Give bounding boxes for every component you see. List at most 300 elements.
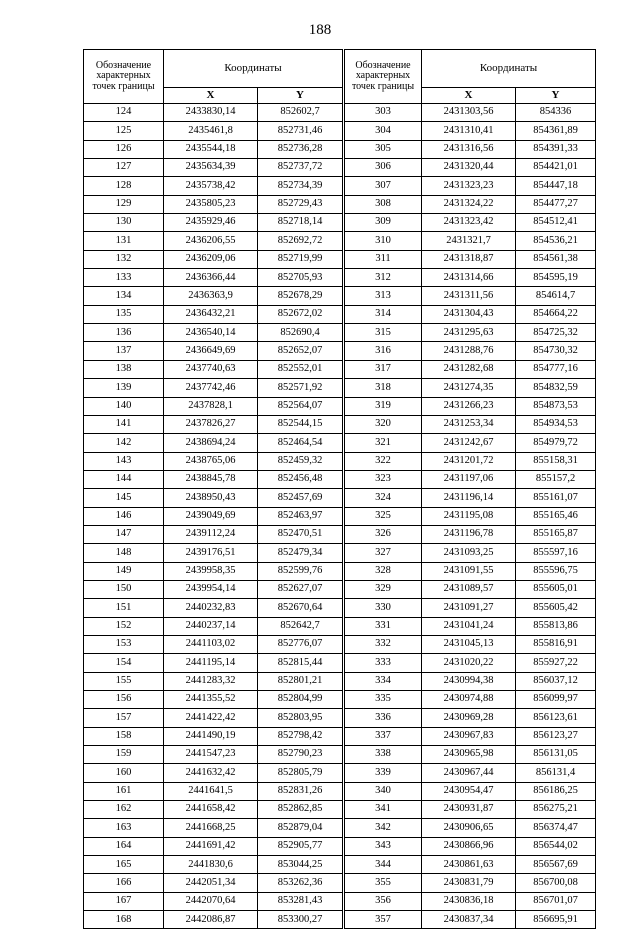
y-coordinate-right: 856374,47 xyxy=(516,819,596,837)
x-coordinate-left: 2441658,42 xyxy=(164,801,258,819)
x-coordinate-right: 2431295,63 xyxy=(422,324,516,342)
x-coordinate-right: 2431288,76 xyxy=(422,342,516,360)
table-row xyxy=(84,287,596,305)
x-coordinate-right: 2431089,57 xyxy=(422,580,516,598)
x-coordinate-right: 2430931,87 xyxy=(422,801,516,819)
y-coordinate-right: 854336 xyxy=(516,104,596,122)
y-coordinate-left: 852690,4 xyxy=(258,324,344,342)
point-number-right: 326 xyxy=(344,525,422,543)
point-number-right: 334 xyxy=(344,672,422,690)
point-number-right: 330 xyxy=(344,599,422,617)
x-coordinate-right: 2431303,56 xyxy=(422,104,516,122)
point-number-right: 335 xyxy=(344,691,422,709)
x-coordinate-right: 2431197,06 xyxy=(422,470,516,488)
x-coordinate-right: 2430965,98 xyxy=(422,746,516,764)
y-coordinate-left: 853262,36 xyxy=(258,874,344,892)
table-row xyxy=(84,782,596,800)
y-coordinate-right: 855596,75 xyxy=(516,562,596,580)
x-coordinate-left: 2436206,55 xyxy=(164,232,258,250)
point-number-left: 126 xyxy=(84,140,164,158)
y-coordinate-left: 853281,43 xyxy=(258,892,344,910)
y-coordinate-right: 854979,72 xyxy=(516,434,596,452)
x-coordinate-left: 2436366,44 xyxy=(164,269,258,287)
y-coordinate-left: 852678,29 xyxy=(258,287,344,305)
point-number-right: 324 xyxy=(344,489,422,507)
point-number-left: 132 xyxy=(84,250,164,268)
x-coordinate-right: 2430861,63 xyxy=(422,856,516,874)
point-number-right: 319 xyxy=(344,397,422,415)
y-coordinate-left: 852803,95 xyxy=(258,709,344,727)
coordinates-table xyxy=(83,49,596,929)
table-row xyxy=(84,617,596,635)
table-row xyxy=(84,177,596,195)
y-coordinate-right: 854447,18 xyxy=(516,177,596,195)
x-coordinate-right: 2431195,08 xyxy=(422,507,516,525)
point-number-left: 135 xyxy=(84,305,164,323)
x-coordinate-left: 2439049,69 xyxy=(164,507,258,525)
point-number-right: 317 xyxy=(344,360,422,378)
x-coordinate-left: 2440232,83 xyxy=(164,599,258,617)
point-number-left: 130 xyxy=(84,214,164,232)
y-coordinate-right: 855165,87 xyxy=(516,525,596,543)
y-coordinate-left: 852737,72 xyxy=(258,159,344,177)
point-number-right: 340 xyxy=(344,782,422,800)
x-coordinate-left: 2442051,34 xyxy=(164,874,258,892)
point-number-left: 137 xyxy=(84,342,164,360)
header-point-label-right: Обозначение характерных точек границы xyxy=(344,50,422,104)
y-coordinate-left: 852456,48 xyxy=(258,470,344,488)
table-row xyxy=(84,727,596,745)
table-row xyxy=(84,122,596,140)
table-row xyxy=(84,635,596,653)
point-number-right: 344 xyxy=(344,856,422,874)
header-x-right: X xyxy=(422,88,516,104)
point-number-left: 143 xyxy=(84,452,164,470)
y-coordinate-right: 855816,91 xyxy=(516,635,596,653)
y-coordinate-right: 854873,53 xyxy=(516,397,596,415)
x-coordinate-right: 2431201,72 xyxy=(422,452,516,470)
table-body xyxy=(84,104,596,929)
x-coordinate-right: 2431274,35 xyxy=(422,379,516,397)
x-coordinate-right: 2431020,22 xyxy=(422,654,516,672)
table-row xyxy=(84,507,596,525)
x-coordinate-left: 2435634,39 xyxy=(164,159,258,177)
table-row xyxy=(84,434,596,452)
y-coordinate-left: 852464,54 xyxy=(258,434,344,452)
point-number-left: 162 xyxy=(84,801,164,819)
table-row xyxy=(84,746,596,764)
y-coordinate-right: 854832,59 xyxy=(516,379,596,397)
y-coordinate-right: 856037,12 xyxy=(516,672,596,690)
y-coordinate-right: 854421,01 xyxy=(516,159,596,177)
point-number-left: 167 xyxy=(84,892,164,910)
table-row xyxy=(84,250,596,268)
x-coordinate-right: 2431266,23 xyxy=(422,397,516,415)
x-coordinate-right: 2431091,27 xyxy=(422,599,516,617)
table-row xyxy=(84,691,596,709)
y-coordinate-right: 854777,16 xyxy=(516,360,596,378)
point-number-left: 131 xyxy=(84,232,164,250)
x-coordinate-right: 2431091,55 xyxy=(422,562,516,580)
y-coordinate-left: 852552,01 xyxy=(258,360,344,378)
header-coordinates-right: Координаты xyxy=(422,50,596,88)
y-coordinate-left: 852862,85 xyxy=(258,801,344,819)
y-coordinate-left: 852564,07 xyxy=(258,397,344,415)
y-coordinate-right: 855161,07 xyxy=(516,489,596,507)
table-row xyxy=(84,599,596,617)
point-number-right: 339 xyxy=(344,764,422,782)
x-coordinate-right: 2430967,83 xyxy=(422,727,516,745)
x-coordinate-left: 2439112,24 xyxy=(164,525,258,543)
point-number-left: 148 xyxy=(84,544,164,562)
point-number-left: 165 xyxy=(84,856,164,874)
x-coordinate-right: 2431253,34 xyxy=(422,415,516,433)
point-number-left: 134 xyxy=(84,287,164,305)
y-coordinate-right: 856131,4 xyxy=(516,764,596,782)
y-coordinate-right: 856544,02 xyxy=(516,837,596,855)
y-coordinate-right: 854664,22 xyxy=(516,305,596,323)
point-number-right: 343 xyxy=(344,837,422,855)
x-coordinate-left: 2437828,1 xyxy=(164,397,258,415)
table-row xyxy=(84,562,596,580)
y-coordinate-right: 854614,7 xyxy=(516,287,596,305)
x-coordinate-left: 2441830,6 xyxy=(164,856,258,874)
x-coordinate-right: 2431321,7 xyxy=(422,232,516,250)
point-number-right: 328 xyxy=(344,562,422,580)
point-number-left: 151 xyxy=(84,599,164,617)
y-coordinate-right: 856701,07 xyxy=(516,892,596,910)
x-coordinate-left: 2436432,21 xyxy=(164,305,258,323)
table-row xyxy=(84,874,596,892)
table-row xyxy=(84,672,596,690)
y-coordinate-right: 856186,25 xyxy=(516,782,596,800)
point-number-right: 310 xyxy=(344,232,422,250)
x-coordinate-left: 2438950,43 xyxy=(164,489,258,507)
point-number-right: 313 xyxy=(344,287,422,305)
point-number-left: 155 xyxy=(84,672,164,690)
y-coordinate-left: 852734,39 xyxy=(258,177,344,195)
point-number-right: 320 xyxy=(344,415,422,433)
y-coordinate-left: 852571,92 xyxy=(258,379,344,397)
point-number-left: 129 xyxy=(84,195,164,213)
table-row xyxy=(84,819,596,837)
point-number-left: 154 xyxy=(84,654,164,672)
x-coordinate-left: 2441641,5 xyxy=(164,782,258,800)
point-number-left: 160 xyxy=(84,764,164,782)
x-coordinate-left: 2436363,9 xyxy=(164,287,258,305)
y-coordinate-left: 852804,99 xyxy=(258,691,344,709)
x-coordinate-right: 2431282,68 xyxy=(422,360,516,378)
x-coordinate-right: 2431093,25 xyxy=(422,544,516,562)
point-number-right: 338 xyxy=(344,746,422,764)
page-number: 188 xyxy=(308,22,332,38)
point-number-right: 329 xyxy=(344,580,422,598)
y-coordinate-left: 852879,04 xyxy=(258,819,344,837)
y-coordinate-right: 854595,19 xyxy=(516,269,596,287)
x-coordinate-left: 2441103,02 xyxy=(164,635,258,653)
point-number-right: 316 xyxy=(344,342,422,360)
point-number-right: 314 xyxy=(344,305,422,323)
table-row xyxy=(84,911,596,929)
y-coordinate-left: 852776,07 xyxy=(258,635,344,653)
table-row xyxy=(84,470,596,488)
y-coordinate-left: 852790,23 xyxy=(258,746,344,764)
point-number-right: 315 xyxy=(344,324,422,342)
y-coordinate-right: 855605,42 xyxy=(516,599,596,617)
x-coordinate-left: 2435461,8 xyxy=(164,122,258,140)
y-coordinate-right: 856123,61 xyxy=(516,709,596,727)
y-coordinate-right: 855605,01 xyxy=(516,580,596,598)
point-number-right: 332 xyxy=(344,635,422,653)
x-coordinate-left: 2441490,19 xyxy=(164,727,258,745)
point-number-left: 147 xyxy=(84,525,164,543)
x-coordinate-right: 2430974,88 xyxy=(422,691,516,709)
point-number-left: 136 xyxy=(84,324,164,342)
y-coordinate-left: 852801,21 xyxy=(258,672,344,690)
y-coordinate-right: 856275,21 xyxy=(516,801,596,819)
x-coordinate-left: 2441283,32 xyxy=(164,672,258,690)
table-row xyxy=(84,305,596,323)
x-coordinate-right: 2431196,78 xyxy=(422,525,516,543)
point-number-right: 323 xyxy=(344,470,422,488)
x-coordinate-left: 2438845,78 xyxy=(164,470,258,488)
x-coordinate-right: 2431314,66 xyxy=(422,269,516,287)
y-coordinate-right: 854934,53 xyxy=(516,415,596,433)
y-coordinate-left: 852731,46 xyxy=(258,122,344,140)
header-coordinates-left: Координаты xyxy=(164,50,344,88)
x-coordinate-right: 2430836,18 xyxy=(422,892,516,910)
x-coordinate-left: 2441668,25 xyxy=(164,819,258,837)
y-coordinate-left: 852544,15 xyxy=(258,415,344,433)
y-coordinate-left: 852642,7 xyxy=(258,617,344,635)
y-coordinate-right: 855158,31 xyxy=(516,452,596,470)
x-coordinate-left: 2441547,23 xyxy=(164,746,258,764)
x-coordinate-right: 2431045,13 xyxy=(422,635,516,653)
y-coordinate-left: 852599,76 xyxy=(258,562,344,580)
table-row xyxy=(84,342,596,360)
point-number-right: 342 xyxy=(344,819,422,837)
y-coordinate-left: 852905,77 xyxy=(258,837,344,855)
point-number-right: 309 xyxy=(344,214,422,232)
x-coordinate-left: 2437740,63 xyxy=(164,360,258,378)
point-number-left: 146 xyxy=(84,507,164,525)
point-number-right: 355 xyxy=(344,874,422,892)
y-coordinate-right: 856131,05 xyxy=(516,746,596,764)
x-coordinate-left: 2439176,51 xyxy=(164,544,258,562)
y-coordinate-left: 852459,32 xyxy=(258,452,344,470)
point-number-right: 325 xyxy=(344,507,422,525)
y-coordinate-left: 852692,72 xyxy=(258,232,344,250)
x-coordinate-left: 2441422,42 xyxy=(164,709,258,727)
x-coordinate-right: 2430994,38 xyxy=(422,672,516,690)
point-number-right: 318 xyxy=(344,379,422,397)
point-number-right: 356 xyxy=(344,892,422,910)
y-coordinate-right: 854361,89 xyxy=(516,122,596,140)
point-number-left: 164 xyxy=(84,837,164,855)
point-number-right: 312 xyxy=(344,269,422,287)
y-coordinate-right: 854391,33 xyxy=(516,140,596,158)
point-number-left: 128 xyxy=(84,177,164,195)
point-number-right: 322 xyxy=(344,452,422,470)
y-coordinate-right: 855813,86 xyxy=(516,617,596,635)
table-row xyxy=(84,360,596,378)
y-coordinate-left: 852470,51 xyxy=(258,525,344,543)
table-header xyxy=(84,50,596,104)
x-coordinate-right: 2431242,67 xyxy=(422,434,516,452)
x-coordinate-left: 2442070,64 xyxy=(164,892,258,910)
point-number-left: 138 xyxy=(84,360,164,378)
header-point-label-left: Обозначение характерных точек границы xyxy=(84,50,164,104)
y-coordinate-left: 852729,43 xyxy=(258,195,344,213)
table-row xyxy=(84,195,596,213)
x-coordinate-right: 2431318,87 xyxy=(422,250,516,268)
point-number-right: 311 xyxy=(344,250,422,268)
y-coordinate-right: 856123,27 xyxy=(516,727,596,745)
point-number-right: 307 xyxy=(344,177,422,195)
table-row xyxy=(84,856,596,874)
y-coordinate-left: 852831,26 xyxy=(258,782,344,800)
x-coordinate-right: 2431310,41 xyxy=(422,122,516,140)
point-number-left: 144 xyxy=(84,470,164,488)
point-number-left: 125 xyxy=(84,122,164,140)
table-row xyxy=(84,159,596,177)
y-coordinate-left: 852798,42 xyxy=(258,727,344,745)
point-number-right: 306 xyxy=(344,159,422,177)
x-coordinate-right: 2430967,44 xyxy=(422,764,516,782)
y-coordinate-left: 852718,14 xyxy=(258,214,344,232)
x-coordinate-left: 2435738,42 xyxy=(164,177,258,195)
point-number-right: 337 xyxy=(344,727,422,745)
point-number-left: 127 xyxy=(84,159,164,177)
y-coordinate-left: 852479,34 xyxy=(258,544,344,562)
x-coordinate-left: 2441195,14 xyxy=(164,654,258,672)
x-coordinate-left: 2437742,46 xyxy=(164,379,258,397)
y-coordinate-right: 854725,32 xyxy=(516,324,596,342)
y-coordinate-right: 856695,91 xyxy=(516,911,596,929)
point-number-left: 157 xyxy=(84,709,164,727)
table-row xyxy=(84,525,596,543)
y-coordinate-left: 852627,07 xyxy=(258,580,344,598)
table-row xyxy=(84,837,596,855)
point-number-left: 156 xyxy=(84,691,164,709)
x-coordinate-left: 2441691,42 xyxy=(164,837,258,855)
y-coordinate-right: 854536,21 xyxy=(516,232,596,250)
y-coordinate-right: 854561,38 xyxy=(516,250,596,268)
point-number-left: 140 xyxy=(84,397,164,415)
header-y-right: Y xyxy=(516,88,596,104)
table-row xyxy=(84,397,596,415)
point-number-left: 141 xyxy=(84,415,164,433)
x-coordinate-right: 2430906,65 xyxy=(422,819,516,837)
x-coordinate-left: 2439958,35 xyxy=(164,562,258,580)
y-coordinate-left: 852463,97 xyxy=(258,507,344,525)
point-number-left: 163 xyxy=(84,819,164,837)
point-number-right: 305 xyxy=(344,140,422,158)
x-coordinate-left: 2436540,14 xyxy=(164,324,258,342)
x-coordinate-left: 2433830,14 xyxy=(164,104,258,122)
point-number-left: 133 xyxy=(84,269,164,287)
y-coordinate-left: 852815,44 xyxy=(258,654,344,672)
point-number-left: 124 xyxy=(84,104,164,122)
y-coordinate-left: 852670,64 xyxy=(258,599,344,617)
x-coordinate-right: 2430969,28 xyxy=(422,709,516,727)
x-coordinate-right: 2431304,43 xyxy=(422,305,516,323)
y-coordinate-right: 855927,22 xyxy=(516,654,596,672)
table-row xyxy=(84,324,596,342)
x-coordinate-right: 2430866,96 xyxy=(422,837,516,855)
point-number-left: 161 xyxy=(84,782,164,800)
y-coordinate-left: 852705,93 xyxy=(258,269,344,287)
x-coordinate-right: 2431323,23 xyxy=(422,177,516,195)
point-number-left: 142 xyxy=(84,434,164,452)
point-number-right: 327 xyxy=(344,544,422,562)
point-number-right: 304 xyxy=(344,122,422,140)
point-number-left: 149 xyxy=(84,562,164,580)
x-coordinate-right: 2431323,42 xyxy=(422,214,516,232)
y-coordinate-left: 853044,25 xyxy=(258,856,344,874)
table-row xyxy=(84,415,596,433)
point-number-right: 308 xyxy=(344,195,422,213)
point-number-left: 152 xyxy=(84,617,164,635)
x-coordinate-left: 2438694,24 xyxy=(164,434,258,452)
x-coordinate-left: 2437826,27 xyxy=(164,415,258,433)
x-coordinate-right: 2431320,44 xyxy=(422,159,516,177)
y-coordinate-right: 855165,46 xyxy=(516,507,596,525)
x-coordinate-right: 2430954,47 xyxy=(422,782,516,800)
table-row xyxy=(84,654,596,672)
y-coordinate-right: 854730,32 xyxy=(516,342,596,360)
table-row xyxy=(84,379,596,397)
point-number-left: 150 xyxy=(84,580,164,598)
x-coordinate-right: 2431041,24 xyxy=(422,617,516,635)
table-row xyxy=(84,232,596,250)
y-coordinate-right: 854512,41 xyxy=(516,214,596,232)
y-coordinate-left: 852652,07 xyxy=(258,342,344,360)
y-coordinate-right: 856099,97 xyxy=(516,691,596,709)
y-coordinate-left: 852457,69 xyxy=(258,489,344,507)
x-coordinate-right: 2430837,34 xyxy=(422,911,516,929)
point-number-right: 357 xyxy=(344,911,422,929)
table-row xyxy=(84,214,596,232)
y-coordinate-left: 852719,99 xyxy=(258,250,344,268)
x-coordinate-left: 2439954,14 xyxy=(164,580,258,598)
y-coordinate-left: 852805,79 xyxy=(258,764,344,782)
x-coordinate-right: 2430831,79 xyxy=(422,874,516,892)
header-y-left: Y xyxy=(258,88,344,104)
table-row xyxy=(84,544,596,562)
y-coordinate-left: 852602,7 xyxy=(258,104,344,122)
point-number-right: 303 xyxy=(344,104,422,122)
table-row xyxy=(84,140,596,158)
x-coordinate-left: 2441632,42 xyxy=(164,764,258,782)
table-row xyxy=(84,489,596,507)
y-coordinate-right: 856700,08 xyxy=(516,874,596,892)
table-row xyxy=(84,269,596,287)
y-coordinate-left: 852736,28 xyxy=(258,140,344,158)
point-number-left: 158 xyxy=(84,727,164,745)
y-coordinate-right: 856567,69 xyxy=(516,856,596,874)
table-row xyxy=(84,801,596,819)
x-coordinate-left: 2438765,06 xyxy=(164,452,258,470)
x-coordinate-left: 2440237,14 xyxy=(164,617,258,635)
y-coordinate-left: 852672,02 xyxy=(258,305,344,323)
x-coordinate-right: 2431196,14 xyxy=(422,489,516,507)
x-coordinate-right: 2431316,56 xyxy=(422,140,516,158)
point-number-left: 153 xyxy=(84,635,164,653)
table-row xyxy=(84,580,596,598)
table-row xyxy=(84,709,596,727)
x-coordinate-left: 2441355,52 xyxy=(164,691,258,709)
